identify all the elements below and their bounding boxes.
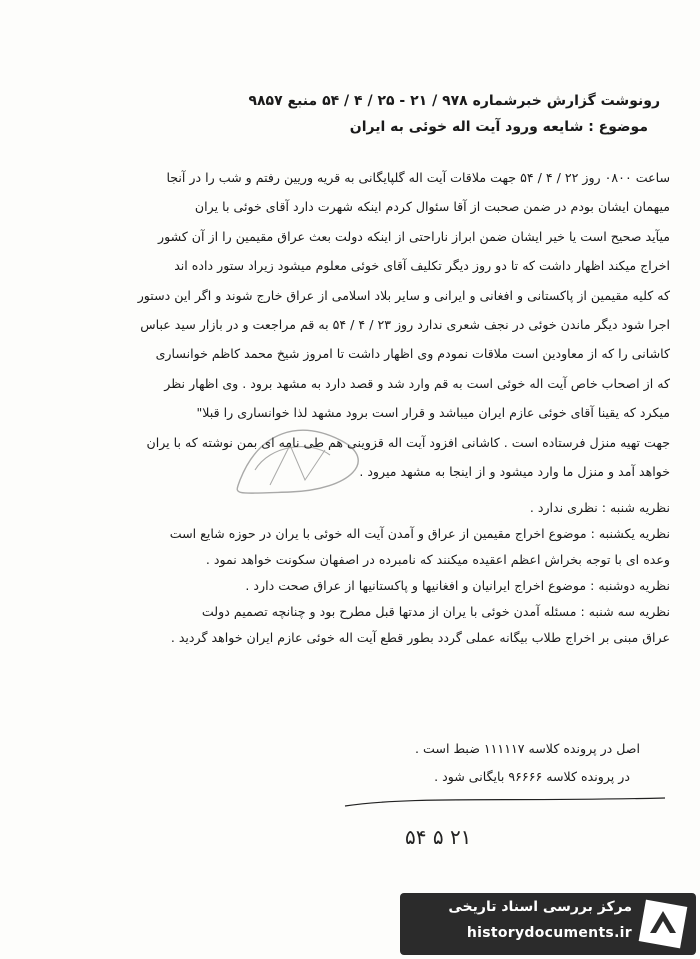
body-line: خواهد آمد و منزل ما وارد میشود و از اینجا به مشهد میرود . xyxy=(359,464,670,480)
body-line: ساعت ۰۸۰۰ روز ۲۲ / ۴ / ۵۴ جهت ملاقات آیت اله گلپایگانی به قریه وریین رفتم و شب را در آنجا xyxy=(166,170,670,185)
watermark-logo xyxy=(400,893,696,955)
document-header xyxy=(150,88,660,140)
opinion-sunday-cont: وعده ای با توجه بخراش اعظم اعقیده میکنند که نامبرده در اصفهان سکونت خواهد نمود . xyxy=(205,552,670,567)
archive-file-note: در پرونده کلاسه ۹۶۶۶۶ بایگانی شود . xyxy=(434,769,630,784)
body-line: که از اصحاب خاص آیت اله خوئی است به قم وارد شد و قصد دارد به مشهد برود . وی اظهار نظر xyxy=(164,375,670,391)
handwritten-signature xyxy=(335,792,675,862)
body-line: میهمان ایشان بودم در ضمن صحبت از آقا سئوال کردم اینکه شهرت دارد آقای خوئی با یران xyxy=(194,199,670,215)
ink-stamp xyxy=(230,410,360,500)
opinion-tuesday: نظریه سه شنبه : مسئله آمدن خوئی با یران از مدتها قبل مطرح بود و چنانچه تصمیم دولت xyxy=(201,604,670,619)
body-line: اخراج میکند اظهار داشت که تا دو روز دیگر تکلیف آقای خوئی معلوم میشود زیراد ستور داده اند xyxy=(174,258,670,274)
body-line: کاشانی را که از معاودین است ملاقات نمودم وی اظهار داشت تا امروز شیخ محمد کاظم خوانساری xyxy=(155,346,670,362)
opinions-section xyxy=(28,495,670,651)
opinion-tuesday-cont: عراق مبنی بر اخراج طلاب بیگانه عملی گردد بطور قطع آیت اله خوئی عازم ایران خواهد گردید . xyxy=(170,630,670,645)
body-line: میکرد که یقینا آقای خوئی عازم ایران میباشد و قرار است برود مشهد لذا خوانساری را قبلا" xyxy=(196,405,670,421)
body-line: جهت تهیه منزل فرستاده است . کاشانی افزود آیت اله قزوینی هم طی نامه ای بمن نوشته که با یران xyxy=(146,434,670,450)
watermark-url: historydocuments.ir xyxy=(466,925,632,941)
signature-date: ۵۴ ۵ ۲۱ xyxy=(405,825,472,849)
filing-notes xyxy=(200,735,640,791)
opinion-saturday: نظریه شنبه : نظری ندارد . xyxy=(529,500,670,515)
opinion-monday: نظریه دوشنبه : موضوع اخراج ایرانیان و افغانیها و پاکستانیها از عراق صحت دارد . xyxy=(245,578,670,593)
body-line: میآید صحیح است یا خیر ایشان ضمن ابراز ناراحتی از اینکه دولت بعث عراق مقیمین را از آن کشور xyxy=(157,228,670,244)
subject-line: موضوع : شایعه ورود آیت اله خوئی به ایران xyxy=(349,119,648,135)
original-file-note: اصل در پرونده کلاسه ۱۱۱۱۱۷ ضبط است . xyxy=(415,741,640,756)
body-line: که کلیه مقیمین از پاکستانی و افغانی و ایرانی و سایر بلاد اسلامی از عراق خارج شوند و اگر این دستور xyxy=(137,287,670,303)
body-line: اجرا شود دیگر ماندن خوئی در نجف شعری ندارد روز ۲۳ / ۴ / ۵۴ به قم مراجعت و در بازار سید عباس xyxy=(140,317,670,333)
opinion-sunday: نظریه یکشنبه : موضوع اخراج مقیمین از عراق و آمدن آیت اله خوئی با یران در حوزه شایع است xyxy=(169,526,670,541)
archive-emblem-icon xyxy=(638,899,688,949)
report-number-line: رونوشت گزارش خبرشماره ۹۷۸ / ۲۱ - ۲۵ / ۴ / ۵۴ منبع ۹۸۵۷ xyxy=(248,93,660,109)
watermark-title: مرکز بررسی اسناد تاریخی xyxy=(448,899,632,915)
